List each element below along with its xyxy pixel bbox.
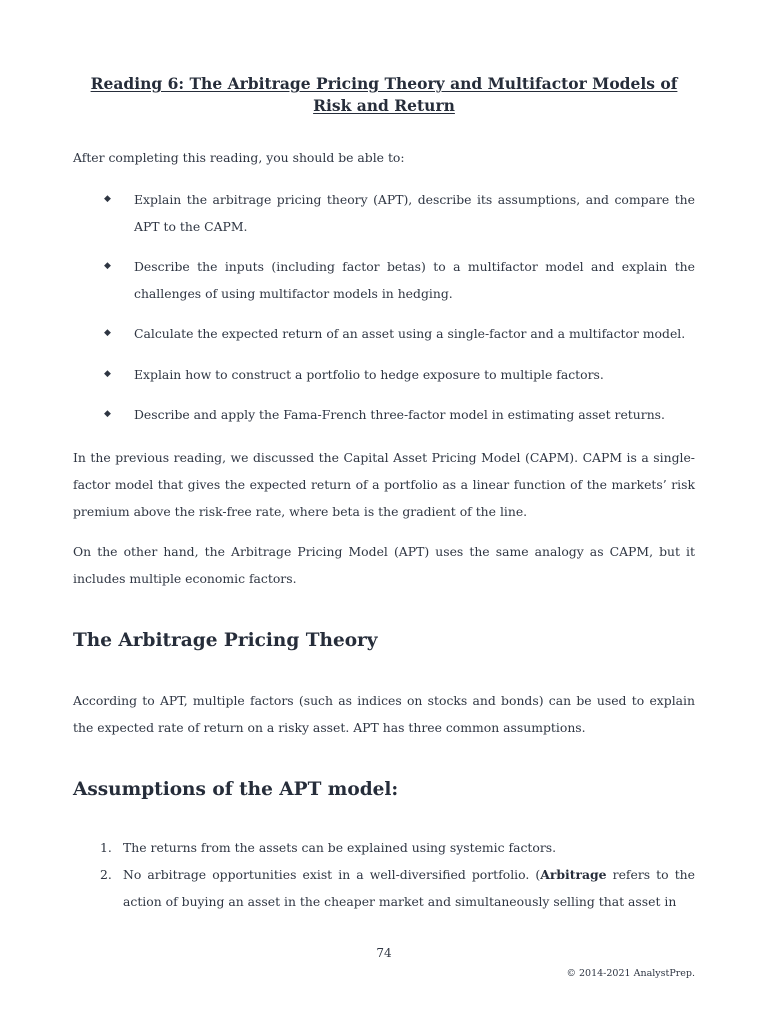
intro-text: After completing this reading, you should be able to:	[73, 150, 405, 165]
bold-term: Arbitrage	[540, 867, 607, 882]
reading-title: Reading 6: The Arbitrage Pricing Theory and Multifactor Models of Risk and Return	[90, 74, 678, 115]
bullet-icon: ◆	[104, 369, 111, 379]
copyright-notice: © 2014-2021 AnalystPrep.	[566, 968, 695, 979]
body-paragraph: On the other hand, the Arbitrage Pricing Model (APT) uses the same analogy as CAPM, but it includes multiple economic factors.	[73, 544, 695, 586]
objective-item: Describe and apply the Fama-French three-factor model in estimating asset returns.	[134, 407, 665, 422]
objective-item: Explain the arbitrage pricing theory (APT), describe its assumptions, and compare the APT to the CAPM.	[134, 192, 695, 234]
bullet-icon: ◆	[104, 328, 111, 338]
assumption-text: refers to the action of buying an asset in the cheaper market and simultaneously selling that asset in	[123, 867, 695, 909]
section-heading: The Arbitrage Pricing Theory	[73, 630, 378, 651]
assumption-text: No arbitrage opportunities exist in a well-diversified portfolio. (	[123, 867, 541, 882]
objective-item: Describe the inputs (including factor betas) to a multifactor model and explain the challenges of using multifactor models in hedging.	[134, 259, 695, 301]
objective-item: Calculate the expected return of an asset using a single-factor and a multifactor model.	[134, 326, 686, 341]
assumption-item: The returns from the assets can be explained using systemic factors.	[123, 840, 557, 855]
list-number: 1.	[100, 840, 112, 855]
page-number: 74	[376, 946, 392, 960]
list-number: 2.	[100, 867, 112, 882]
section-heading: Assumptions of the APT model:	[73, 779, 399, 800]
bullet-icon: ◆	[104, 194, 111, 204]
assumption-item	[123, 861, 695, 915]
body-paragraph: According to APT, multiple factors (such as indices on stocks and bonds) can be used to explain the expected rate of return on a risky asset. APT has three common assumptions.	[73, 693, 695, 735]
bullet-icon: ◆	[104, 261, 111, 271]
objective-item: Explain how to construct a portfolio to hedge exposure to multiple factors.	[134, 367, 604, 382]
bullet-icon: ◆	[104, 409, 111, 419]
body-paragraph: In the previous reading, we discussed the Capital Asset Pricing Model (CAPM). CAPM is a single-factor model that gives the expected return of a portfolio as a linear function of the markets’ risk premium above the risk-free rate, where beta is the gradient of the line.	[73, 450, 695, 519]
